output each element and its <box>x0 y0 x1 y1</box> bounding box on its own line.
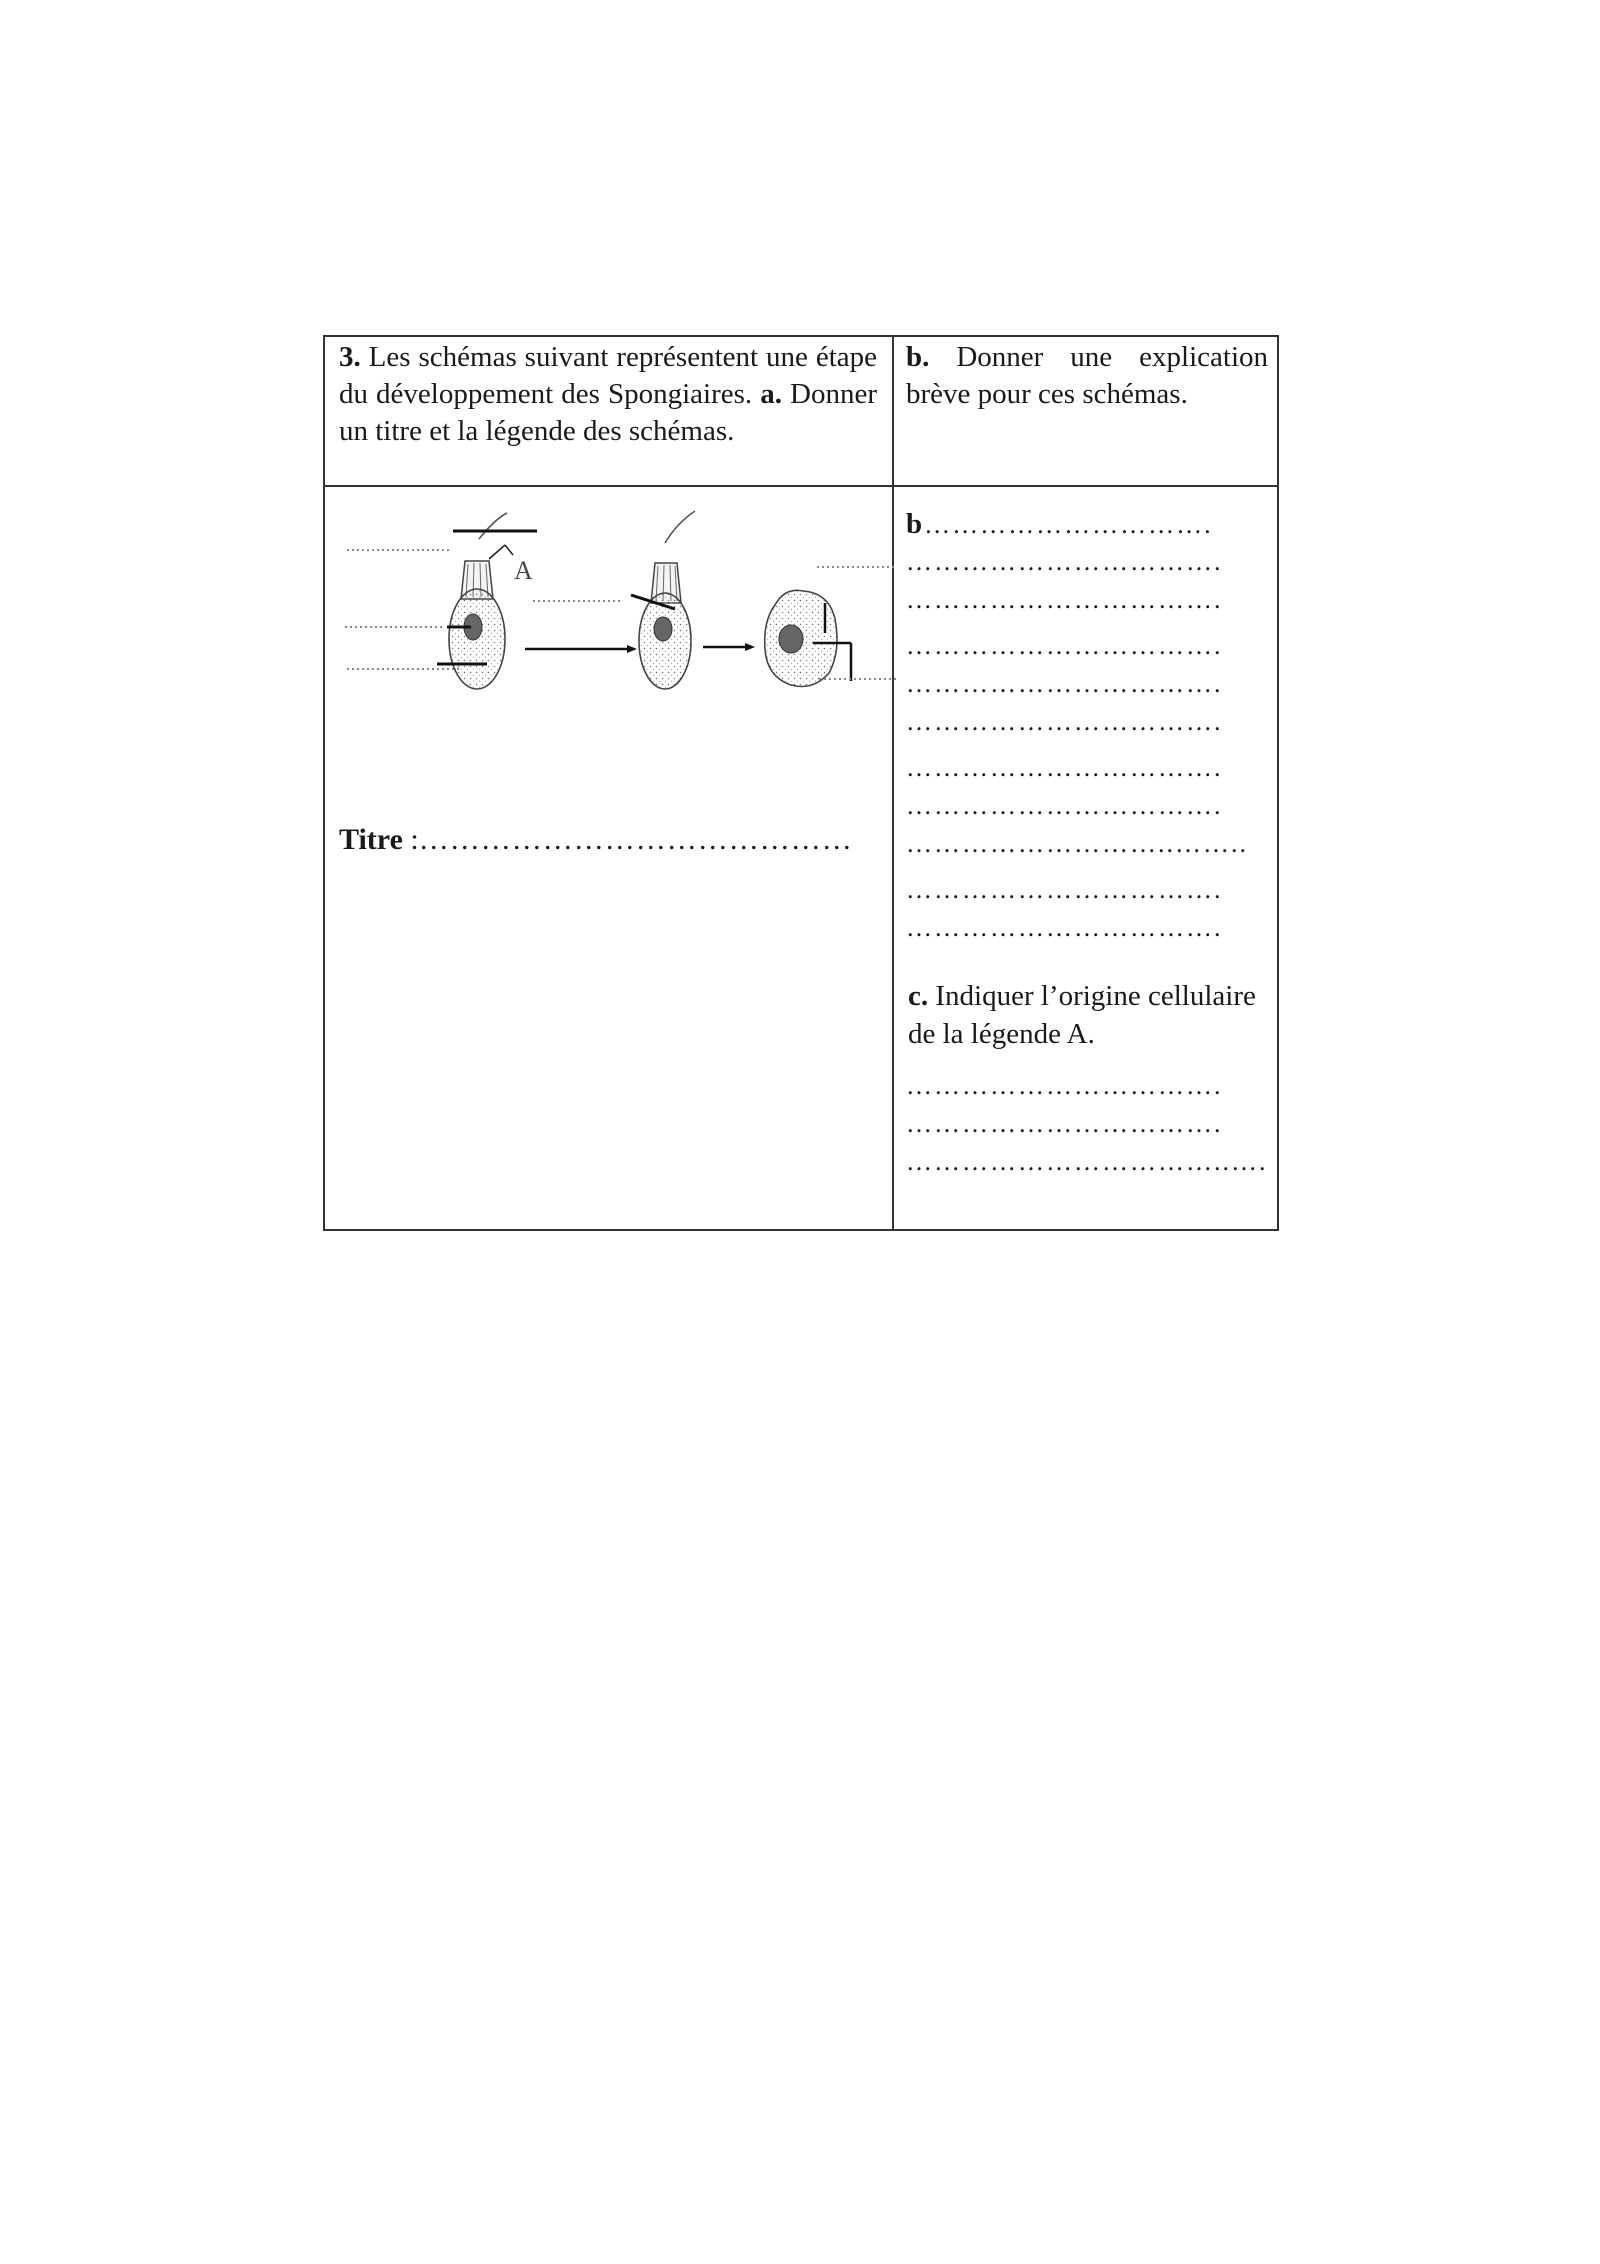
answer-line: ……………………………. <box>906 791 1223 820</box>
part-a-text: Donner un titre et la légende des schémas. <box>339 378 877 447</box>
answer-line: ……………………………. <box>906 631 1223 660</box>
development-schematic <box>337 509 897 739</box>
part-c-label: c. <box>908 980 929 1012</box>
answer-line: ……………………………. <box>906 1071 1223 1100</box>
titre-dots: …………………………………… <box>418 823 853 856</box>
title-answer-line <box>339 822 853 858</box>
cell-choanocyte-2 <box>631 511 695 689</box>
part-c-answer-lines <box>906 1067 1270 1181</box>
answer-line: ……………………………. <box>906 753 1223 782</box>
part-a-label: a. <box>760 378 782 410</box>
answer-line: ………………………..…….. <box>906 829 1248 858</box>
question-intro: Les schémas suivant représentent une étape du développement des Spongiaires. <box>339 341 877 410</box>
answer-line: ……………………………. <box>906 1109 1223 1138</box>
part-c-question <box>908 977 1270 1053</box>
row-divider <box>325 485 1277 487</box>
titre-label: Titre <box>339 823 403 856</box>
part-c-text: Indiquer l’origine cellulaire de la légende A. <box>908 980 1256 1050</box>
answer-line: ……………………………..…. <box>906 1147 1268 1176</box>
titre-separator: : <box>402 823 419 856</box>
arrow-1 <box>525 645 637 653</box>
answer-line: ……………………………. <box>906 669 1223 698</box>
cell-choanocyte-1 <box>437 513 537 689</box>
part-b-answer-label: b <box>906 508 925 540</box>
question-number: 3. <box>339 341 361 373</box>
answer-line: ……………………………. <box>906 913 1223 942</box>
question-3-text <box>339 339 877 450</box>
part-b-header <box>906 339 1268 413</box>
cell-amoebocyte <box>765 590 851 686</box>
exercise-table <box>323 335 1279 1231</box>
label-a: A <box>514 556 533 585</box>
answer-line: ……………………………. <box>906 707 1223 736</box>
part-b-answer-lines <box>906 505 1270 947</box>
part-b-text: Donner une explication brève pour ces schémas. <box>906 341 1268 410</box>
part-b-label: b. <box>906 341 930 373</box>
part-b-first-dots: …………………………. <box>924 510 1213 539</box>
column-divider <box>892 337 894 1229</box>
answer-line: ……………………………. <box>906 585 1223 614</box>
answer-line: ……………………………. <box>906 547 1223 576</box>
answer-line: ……………………………. <box>906 875 1223 904</box>
arrow-2 <box>703 643 755 651</box>
